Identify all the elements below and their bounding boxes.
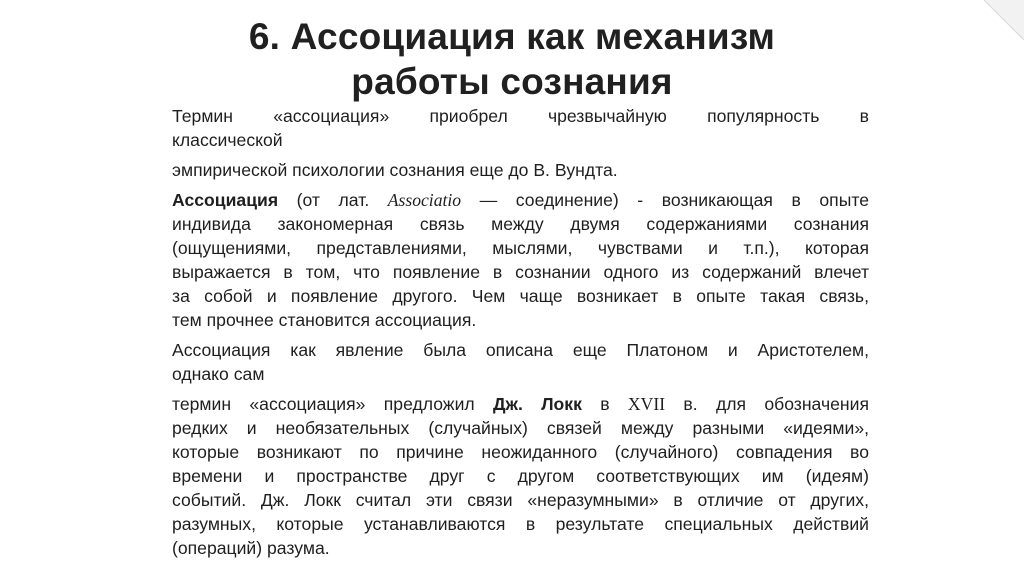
paragraph-5-line-1 (172, 392, 869, 416)
paragraph-3 (172, 188, 869, 332)
paragraph-3-line-5: за собой и появление другого. Чем чаще возникает в опыте такая связь, (172, 286, 869, 306)
paragraph-3-line-2: индивида закономерная связь между двумя содержаниями сознания (172, 214, 869, 234)
paragraph-3-line-6: тем прочнее становится ассоциация. (172, 310, 477, 330)
paragraph-5-line-1-b: в (581, 394, 628, 414)
slide-title (150, 14, 874, 104)
page-corner-decoration (984, 0, 1024, 40)
latin-term: Associatio (387, 190, 462, 210)
paragraph-3-line-1-b: — соединение) - возникающая в опыте (461, 190, 869, 210)
paragraph-1-line-2: классической (172, 130, 283, 150)
paragraph-3-line-1-a: (от лат. (278, 190, 388, 210)
paragraph-4-line-2: однако сам (172, 364, 265, 384)
paragraph-2-line-1: эмпирической психологии сознания еще до В. Вундта. (172, 160, 618, 180)
paragraph-1-line-1: Термин «ассоциация» приобрел чрезвычайную популярность в (172, 106, 869, 126)
paragraph-1 (172, 104, 869, 152)
paragraph-4 (172, 338, 869, 386)
paragraph-5-line-6: разумных, которые устанавливаются в результате специальных действий (172, 514, 869, 534)
century-numeral: XVII (627, 394, 666, 414)
paragraph-5-line-3: которые возникают по причине неожиданного (случайного) совпадения во (172, 442, 869, 462)
paragraph-4-line-1: Ассоциация как явление была описана еще Платоном и Аристотелем, (172, 340, 869, 360)
term-association: Ассоциация (172, 190, 279, 210)
slide-body (172, 104, 869, 566)
paragraph-5-line-4: времени и пространстве друг с другом соответствующих им (идеям) (172, 466, 869, 486)
paragraph-5-line-5: событий. Дж. Локк считал эти связи «неразумными» в отличие от других, (172, 490, 869, 510)
paragraph-5-line-1-c: в. для обозначения (665, 394, 869, 414)
paragraph-5 (172, 392, 869, 560)
title-line-2: работы сознания (351, 61, 673, 102)
author-name-locke: Дж. Локк (492, 394, 582, 414)
paragraph-2 (172, 158, 869, 182)
paragraph-5-line-2: редких и необязательных (случайных) связей между разными «идеями», (172, 418, 869, 438)
paragraph-5-line-1-a: термин «ассоциация» предложил (172, 394, 493, 414)
title-line-1: 6. Ассоциация как механизм (248, 16, 776, 57)
paragraph-5-line-7: (операций) разума. (172, 538, 330, 558)
paragraph-3-line-1 (172, 188, 869, 212)
paragraph-3-line-3: (ощущениями, представлениями, мыслями, чувствами и т.п.), которая (172, 238, 869, 258)
paragraph-3-line-4: выражается в том, что появление в сознании одного из содержаний влечет (172, 262, 869, 282)
